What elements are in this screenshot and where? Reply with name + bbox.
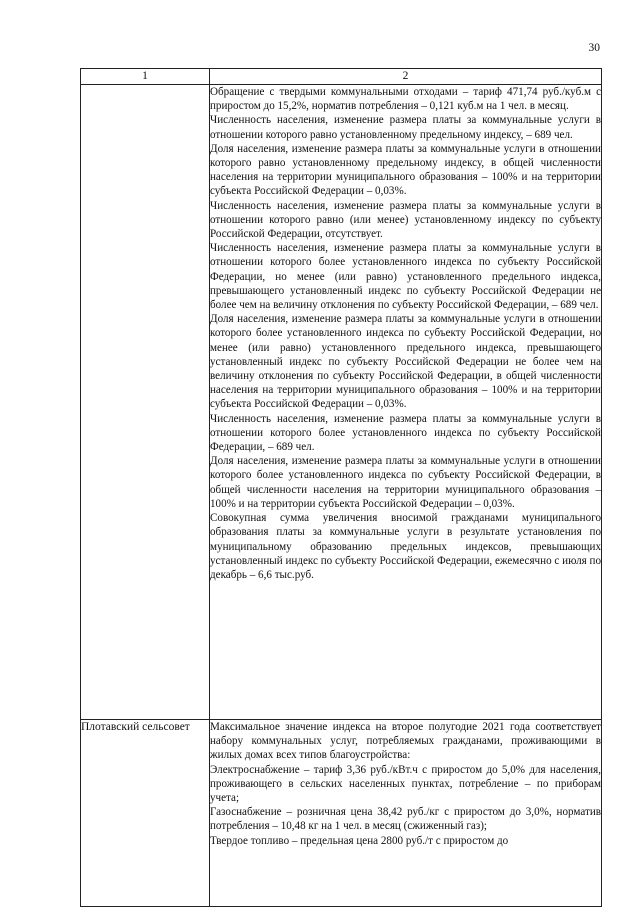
paragraph: Численность населения, изменение размера платы за коммунальные услуги в отношении которого равно (или менее) установленному индексу по субъекту Российской Федерации, отсутствует. bbox=[210, 199, 601, 241]
paragraph: Доля населения, изменение размера платы за коммунальные услуги в отношении которого более установленного индекса по субъекту Российской Федерации, в общей численности населения на территории муниципального образования – 100% и на территории субъекта Российской Федерации – 0,03%. bbox=[210, 455, 601, 510]
paragraph: Газоснабжение – розничная цена 38,42 руб./кг с приростом до 3,0%, норматив потребления – 10,48 кг на 1 чел. в месяц (сжиженный газ); bbox=[210, 806, 601, 833]
paragraph: Доля населения, изменение размера платы за коммунальные услуги в отношении которого более установленного индекса по субъекту Российской Федерации, но менее (или равно) установленного предельного индекса, превышающего установленный индекс по субъекту Российской Федерации не более чем на величину отклонения по субъекту Российской Федерации, в общей численности населения на территории муниципального образования – 100% и на территории субъекта Российской Федерации – 0,03%. bbox=[210, 313, 601, 411]
paragraph: Максимальное значение индекса на второе полугодие 2021 года соответствует набору коммунальных услуг, потребляемых гражданами, проживающими в жилых домах всех типов благоустройства: bbox=[210, 721, 601, 762]
paragraph: Численность населения, изменение размера платы за коммунальные услуги в отношении которого равно установленному предельному индексу, – 689 чел. bbox=[210, 114, 601, 141]
column-header-2: 2 bbox=[210, 69, 602, 85]
table-header-row bbox=[81, 69, 602, 85]
paragraph: Численность населения, изменение размера платы за коммунальные услуги в отношении которого более установленного индекса по субъекту Российской Федерации, но менее (или равно) установленного предельного индекса, превышающего установленный индекс по субъекту Российской Федерации не более чем на величину отклонения по субъекту Российской Федерации, – 689 чел. bbox=[210, 242, 601, 312]
column-header-1: 1 bbox=[81, 69, 210, 85]
paragraph: Доля населения, изменение размера платы за коммунальные услуги в отношении которого равно установленному предельному индексу, в общей численности населения на территории муниципального образования – 100% и на территории субъекта Российской Федерации – 0,03%. bbox=[210, 142, 601, 198]
table-row bbox=[81, 720, 602, 907]
document-table bbox=[80, 68, 602, 907]
paragraph: Численность населения, изменение размера платы за коммунальные услуги в отношении которого более установленного индекса по субъекту Российской Федерации, – 689 чел. bbox=[210, 412, 601, 454]
paragraph: Обращение с твердыми коммунальными отходами – тариф 471,74 руб./куб.м с приростом до 15,2%, норматив потребления – 0,121 куб.м на 1 чел. в месяц. bbox=[210, 86, 601, 113]
description-cell bbox=[210, 85, 602, 720]
page-number: 30 bbox=[588, 42, 600, 54]
municipality-name-cell: Плотавский сельсовет bbox=[81, 720, 210, 907]
paragraph: Твердое топливо – предельная цена 2800 руб./т с приростом до bbox=[210, 834, 509, 847]
municipality-name-cell bbox=[81, 85, 210, 720]
description-cell bbox=[210, 720, 602, 907]
paragraph: Совокупная сумма увеличения вносимой гражданами муниципального образования платы за коммунальные услуги в результате установления по муниципальному образованию предельных индексов, превышающих установленный индекс по субъекту Российской Федерации, ежемесячно с июля по декабрь – 6,6 тыс.руб. bbox=[210, 512, 601, 581]
paragraph: Электроснабжение – тариф 3,36 руб./кВт.ч с приростом до 5,0% для населения, проживающего в сельских населенных пунктах, потребление – по приборам учета; bbox=[210, 763, 601, 805]
table-row bbox=[81, 85, 602, 720]
